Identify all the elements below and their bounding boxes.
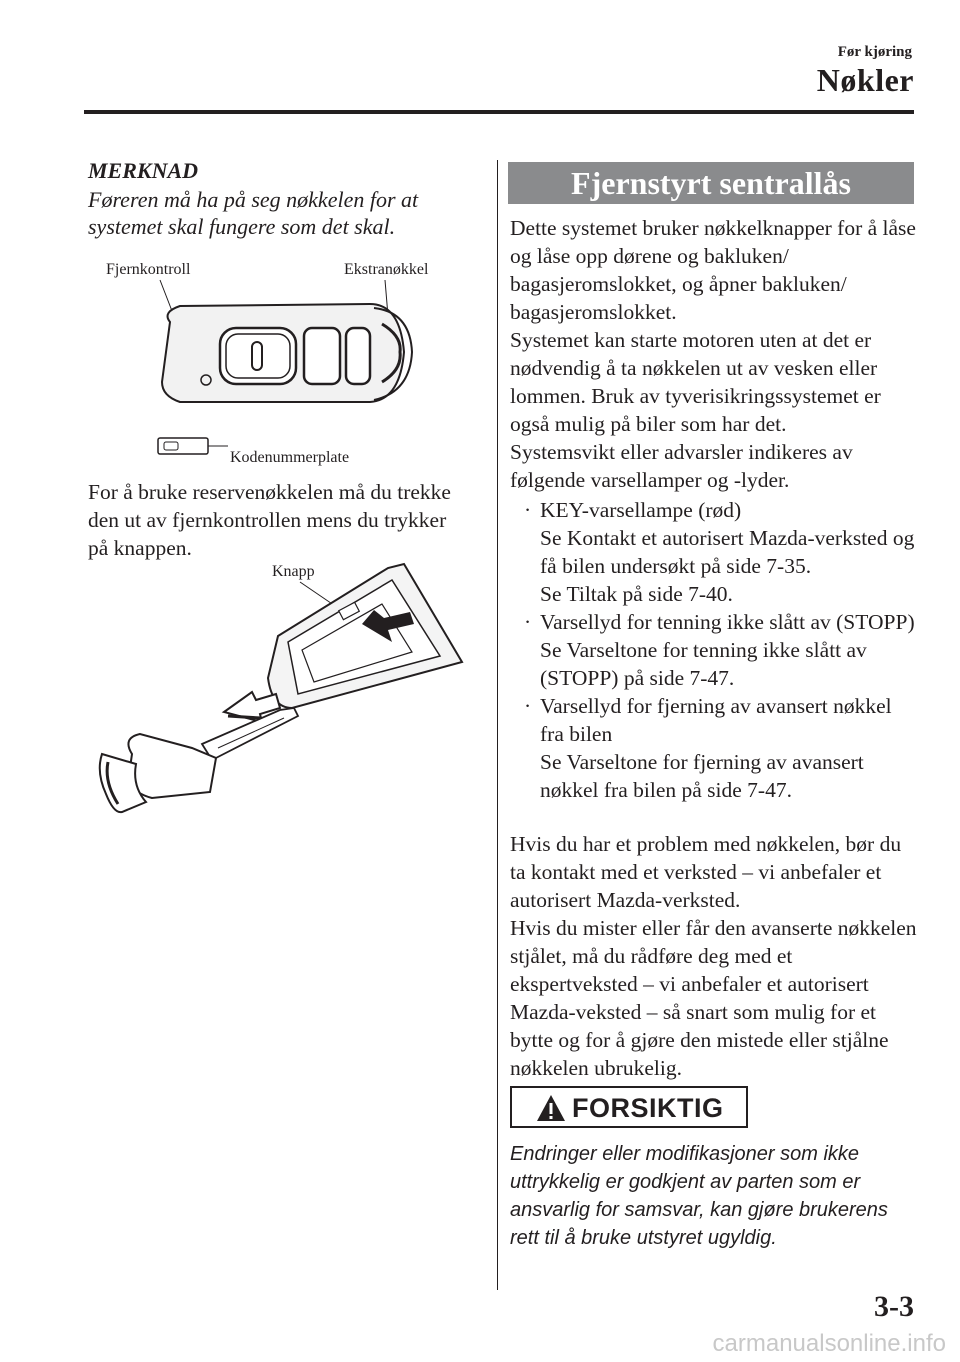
key-removal-figure bbox=[92, 558, 472, 818]
list-item-text: Varsellyd for tenning ikke slått av (STOPP) Se Varseltone for tenning ikke slått av (STOPP) på side 7-47. bbox=[540, 610, 915, 690]
label-code-plate: Kodenummerplate bbox=[230, 449, 350, 466]
warning-triangle-icon bbox=[536, 1094, 566, 1122]
section-after: Hvis du har et problem med nøkkelen, bør du ta kontakt med et verksted – vi anbefaler et autorisert Mazda-verksted. Hvis du mister eller får den avanserte nøkkelen stjålet, må du rådføre deg med et ekspertveksted – vi anbefaler et autorisert Mazda-veksted – så snart som mulig for et bytte og for å gjøre den mistede eller stjålne nøkkelen ubrukelig. bbox=[510, 832, 917, 1080]
header-rule bbox=[84, 110, 914, 114]
list-item bbox=[510, 692, 920, 804]
left-paragraph: For å bruke reservenøkkelen må du trekke den ut av fjernkontrollen mens du trykker på knappen. bbox=[88, 480, 451, 560]
section-title-banner: Fjernstyrt sentrallås bbox=[508, 162, 914, 204]
watermark: carmanualsonline.info bbox=[712, 1330, 946, 1357]
caution-label: FORSIKTIG bbox=[572, 1093, 724, 1123]
page-number: 3-3 bbox=[874, 1290, 914, 1323]
bullet-dot: · bbox=[524, 694, 532, 718]
warning-list bbox=[510, 496, 920, 804]
section-header: Før kjøring bbox=[837, 44, 912, 60]
caution-text: Endringer eller modifikasjoner som ikke uttrykkelig er godkjent av parten som er ansvarlig for samsvar, kan gjøre brukerens rett til å bruke utstyret ugyldig. bbox=[510, 1143, 888, 1249]
list-item-text: KEY-varsellampe (rød) Se Kontakt et autorisert Mazda-verksted og få bilen undersøkt på side 7-35. Se Tiltak på side 7-40. bbox=[540, 498, 915, 606]
bullet-dot: · bbox=[524, 498, 532, 522]
note-heading: MERKNAD bbox=[88, 158, 199, 183]
label-remote: Fjernkontroll bbox=[106, 261, 191, 278]
label-button: Knapp bbox=[272, 563, 315, 580]
section-intro: Dette systemet bruker nøkkelknapper for å låse og låse opp dørene og bakluken/ bagasjeromslokket, og åpner bakluken/ bagasjeromslokket. Systemet kan starte motoren uten at det er nødvendig å ta nøkkelen ut av vesken eller lommen. Bruk av tyverisikringssystemet er også mulig på biler som har det. Systemsvikt eller advarsler indikeres av følgende varsellamper og -lyder. bbox=[510, 216, 916, 492]
list-item bbox=[510, 608, 920, 692]
list-item bbox=[510, 496, 920, 608]
bullet-dot: · bbox=[524, 610, 532, 634]
key-fob-figure bbox=[100, 252, 460, 472]
page-title: Nøkler bbox=[816, 62, 914, 98]
caution-box bbox=[510, 1086, 748, 1128]
column-divider bbox=[497, 160, 498, 1290]
list-item-text: Varsellyd for fjerning av avansert nøkkel fra bilen Se Varseltone for fjerning av avansert nøkkel fra bilen på side 7-47. bbox=[540, 694, 892, 802]
note-body: Føreren må ha på seg nøkkelen for at systemet skal fungere som det skal. bbox=[88, 187, 419, 239]
label-aux-key: Ekstranøkkel bbox=[344, 261, 429, 278]
